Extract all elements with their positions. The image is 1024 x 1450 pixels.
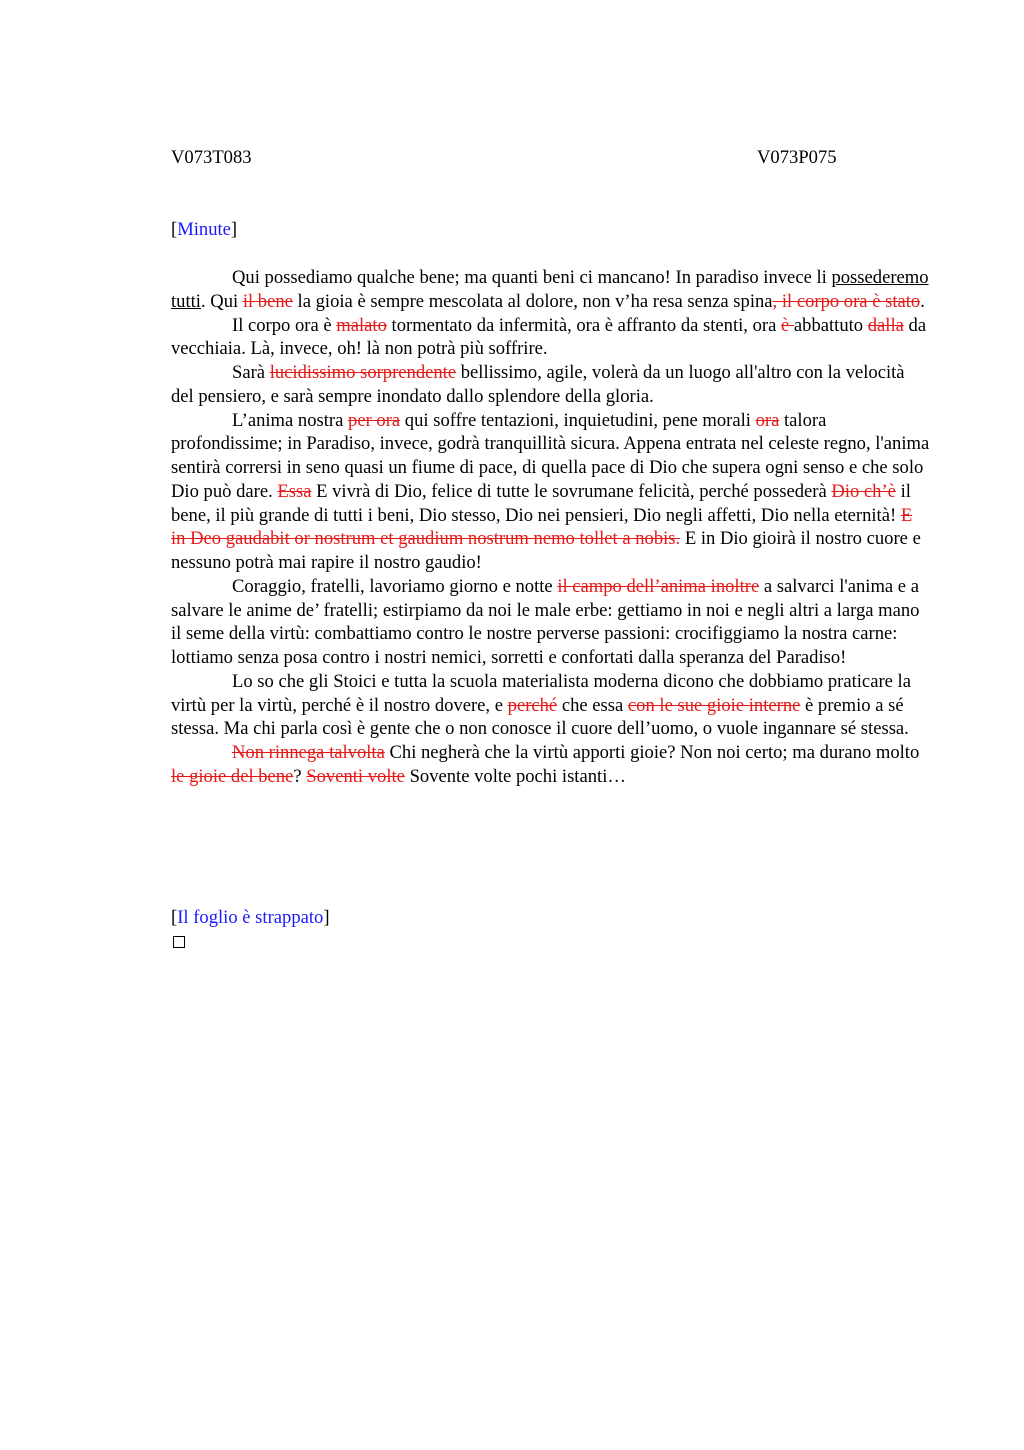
deleted-text: Soventi volte <box>306 765 405 787</box>
deleted-text: il campo dell’anima inoltre <box>557 575 760 597</box>
bracket-close: ] <box>323 907 330 928</box>
document-code-right: V073P075 <box>757 147 837 168</box>
text-segment: Coraggio, fratelli, lavoriamo giorno e notte <box>232 575 558 597</box>
deleted-text: con le sue gioie interne <box>627 694 801 716</box>
deleted-text: è <box>781 314 794 336</box>
paragraph <box>171 314 931 362</box>
deleted-text: Non rinnega talvolta <box>232 742 385 763</box>
deleted-text: ora <box>755 409 780 431</box>
paragraph <box>171 670 931 741</box>
text-segment: qui soffre tentazioni, inquietudini, pene morali <box>400 409 756 431</box>
deleted-text: per ora <box>348 409 401 431</box>
text-segment: Il corpo ora è <box>232 314 337 336</box>
transcription-body <box>171 266 931 789</box>
paragraph <box>171 361 931 409</box>
text-segment: che essa <box>557 694 628 716</box>
deleted-text: le gioie del bene <box>171 765 294 787</box>
deleted-text: malato <box>336 314 387 336</box>
text-segment: ? <box>293 765 307 787</box>
text-segment: è premio a sé stessa. Ma chi parla così è gente che o non conosce il cuore dell’uomo, o vuole ingannare sé stessa. <box>171 694 909 740</box>
deleted-text: E in Deo gaudabit or nostrum et gaudium nostrum nemo tollet a nobis. <box>171 504 913 550</box>
bracket-close: ] <box>230 219 238 240</box>
torn-page-label: Il foglio è strappato <box>177 907 324 928</box>
bracket-open: [ <box>171 219 178 240</box>
underlined-text: possederemo tutti <box>171 267 929 312</box>
text-segment: da vecchiaia. Là, invece, oh! là non potrà più soffrire. <box>171 314 927 360</box>
deleted-text: dalla <box>867 314 904 336</box>
deleted-text: , il corpo ora è stato <box>772 290 921 312</box>
deleted-text: Essa <box>277 480 312 502</box>
text-segment: Qui possediamo qualche bene; ma quanti beni ci mancano! In paradiso invece li <box>232 267 832 288</box>
torn-page-note <box>171 906 330 930</box>
text-segment: Chi negherà che la virtù apporti gioie? Non noi certo; ma durano molto <box>384 742 920 763</box>
text-segment: talora profondissime; in Paradiso, invece, godrà tranquillità sicura. Appena entrata nel celeste regno, l'anima sentirà corrersi in seno quasi un fiume di pace, di quella pace di Dio che supera ogni senso e che solo Dio può dare. <box>171 409 930 502</box>
text-segment: la gioia è sempre mescolata al dolore, non v’ha resa senza spina <box>292 290 773 312</box>
text-segment: E in Dio gioirà il nostro cuore e nessuno potrà mai rapire il nostro gaudio! <box>171 528 921 573</box>
paragraph <box>171 741 931 789</box>
paragraph <box>171 266 931 314</box>
text-segment: . <box>920 290 925 312</box>
text-segment: E vivrà di Dio, felice di tutte le sovrumane felicità, perché possederà <box>311 480 832 502</box>
paragraph <box>171 409 931 575</box>
text-segment: Lo so che gli Stoici e tutta la scuola materialista moderna dicono che dobbiamo praticare la virtù per la virtù, perché è il nostro dovere, e <box>171 670 911 716</box>
text-segment: Sovente volte pochi istanti… <box>404 765 626 787</box>
text-segment: . Qui <box>200 290 243 312</box>
deleted-text: lucidissimo sorprendente <box>269 362 457 383</box>
deleted-text: perché <box>507 694 558 716</box>
minute-label: Minute <box>177 219 231 240</box>
deleted-text: Dio ch’è <box>831 480 896 502</box>
text-segment: a salvarci l'anima e a salvare le anime de’ fratelli; estirpiamo da noi le male erbe: gettiamo in noi e negli altri a larga mano il seme della virtù: combattiamo contro le nostre perverse passioni: crocifiggiamo la nostra carne: lottiamo senza posa contro i nostri nemici, sorretti e confortati dalla speranza del Paradiso! <box>171 575 920 668</box>
text-segment: il bene, il più grande di tutti i beni, Dio stesso, Dio nei pensieri, Dio negli affetti, Dio nella eternità! <box>171 480 911 526</box>
text-segment: tormentato da infermità, ora è affranto da stenti, ora <box>386 314 781 336</box>
text-segment: bellissimo, agile, volerà da un luogo all'altro con la velocità del pensiero, e sarà sempre inondato dallo splendore della gloria. <box>171 362 905 407</box>
document-page <box>171 146 931 928</box>
page-header <box>171 146 931 170</box>
text-segment: Sarà <box>232 362 270 383</box>
text-segment: L’anima nostra <box>232 409 349 431</box>
paragraph <box>171 575 931 670</box>
text-segment: abbattuto <box>793 314 868 336</box>
empty-checkbox-symbol <box>173 936 185 948</box>
minute-note <box>171 218 237 242</box>
deleted-text: il bene <box>242 290 293 312</box>
bracket-open: [ <box>171 907 178 928</box>
document-code-left: V073T083 <box>171 147 252 168</box>
